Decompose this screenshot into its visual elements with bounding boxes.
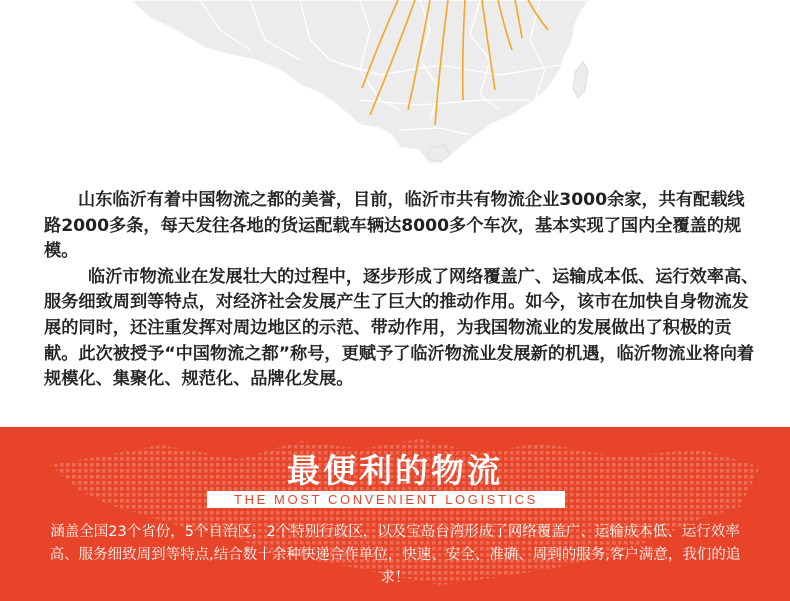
island-taiwan (573, 62, 588, 98)
intro-paragraph-2 (44, 265, 760, 393)
intro-text (44, 188, 760, 393)
banner-body: 涵盖全国23个省份，5个自治区，2个特别行政区，以及宝岛台湾形成了网络覆盖广、运输成本低、运行效率高、服务细致周到等特点,结合数十余种快递合作单位，快速、安全、准确、周到的服务,客户满意，我们的追求！ (49, 524, 741, 586)
banner-title: 最便利的物流 (287, 451, 503, 490)
china-map-illustration (0, 0, 790, 175)
map-region (130, 0, 590, 165)
intro-paragraph-1 (44, 188, 760, 265)
banner-subtitle: THE MOST CONVENIENT LOGISTICS (207, 491, 565, 508)
convenience-banner (0, 427, 790, 601)
intro-paragraph-2-text: 临沂市物流业在发展壮大的过程中，逐步形成了网络覆盖广、运输成本低、运行效率高、服务细致周到等特点，对经济社会发展产生了巨大的推动作用。如今，该市在加快自身物流发展的同时，还注重发挥对周边地区的示范、带动作用，为我国物流业的发展做出了积极的贡献。此次被授予“中国物流之都”称号，更赋予了临沂物流业发展新的机遇，临沂物流业将向着规模化、集聚化、规范化、品牌化发展。 (44, 266, 759, 390)
intro-paragraph-1-text: 山东临沂有着中国物流之都的美誉，目前，临沂市共有物流企业3000余家，共有配载线路2000多条，每天发往各地的货运配载车辆达8000多个车次，基本实现了国内全覆盖的规模。 (44, 190, 745, 262)
map-graphic (0, 0, 790, 175)
